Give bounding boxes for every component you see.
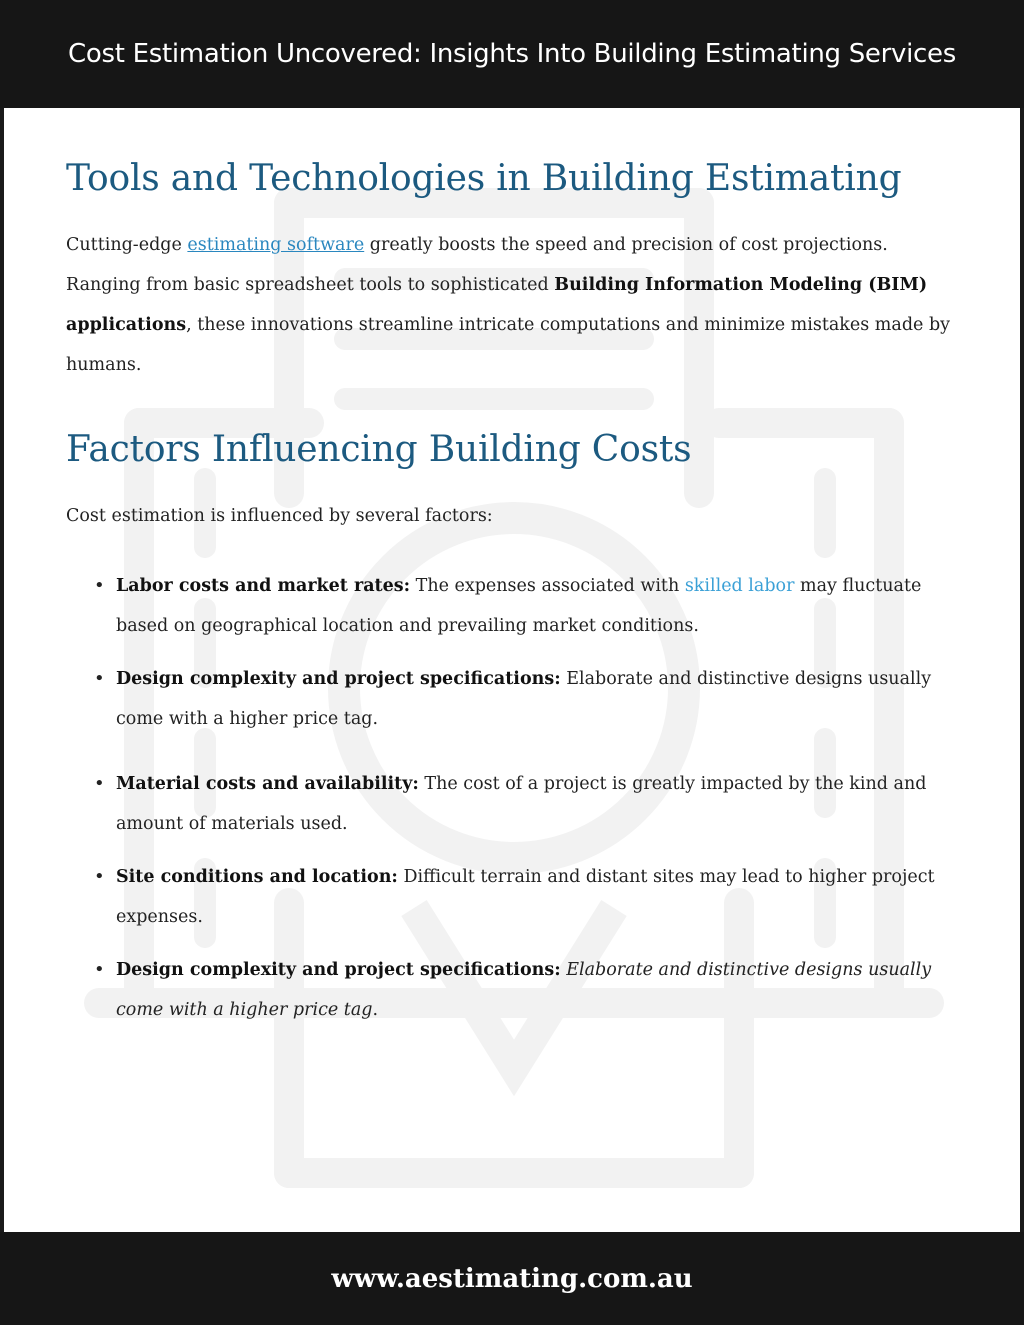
list-item-bold: Design complexity and project specifications: [116, 960, 561, 980]
list-item-text: The expenses associated with [410, 576, 685, 596]
document-title: Cost Estimation Uncovered: Insights Into Building Estimating Services [68, 39, 956, 69]
list-item-bold: Material costs and availability: [116, 774, 419, 794]
list-item-bold: Site conditions and location: [116, 867, 398, 887]
list-item [116, 659, 956, 739]
skilled-labor-link[interactable]: skilled labor [684, 576, 795, 596]
tools-text-3: , these innovations streamline intricate computations and minimize mistakes made by humans. [66, 315, 951, 375]
factors-intro: Cost estimation is influenced by several factors: [66, 506, 493, 526]
list-item [116, 857, 956, 937]
footer-bar [0, 1232, 1024, 1325]
list-item-text: The cost of a project is greatly impacted by the kind and amount of materials used. [116, 774, 927, 834]
page-body [4, 108, 1020, 1232]
tools-text-2: greatly boosts the speed and precision of cost projections. Ranging from basic spreadsheet tools to sophisticated [66, 235, 888, 295]
list-item-text: may fluctuate based on geographical location and prevailing market conditions. [116, 576, 922, 636]
section-heading-tools: Tools and Technologies in Building Estimating [66, 158, 902, 199]
list-item-text: Difficult terrain and distant sites may lead to higher project expenses. [116, 867, 935, 927]
list-item-bold: Design complexity and project specifications: [116, 669, 561, 689]
list-item [116, 764, 956, 844]
section-heading-factors: Factors Influencing Building Costs [66, 429, 692, 470]
list-item-text: . [372, 1000, 379, 1020]
list-item [116, 566, 956, 646]
estimating-software-link[interactable]: estimating software [187, 235, 365, 255]
list-item [116, 950, 956, 1030]
tools-text-1: Cutting-edge [66, 235, 188, 255]
list-item-italic: Elaborate and distinctive designs usually come with a higher price tag [116, 960, 932, 1020]
list-item-text: Elaborate and distinctive designs usually come with a higher price tag. [116, 669, 932, 729]
header-bar [0, 0, 1024, 108]
website-url[interactable]: www.aestimating.com.au [331, 1263, 693, 1294]
tools-paragraph [66, 225, 966, 385]
tools-bold-bim: Building Information Modeling (BIM) applications [66, 275, 928, 335]
factors-list [66, 566, 956, 1043]
list-item-bold: Labor costs and market rates: [116, 576, 411, 596]
